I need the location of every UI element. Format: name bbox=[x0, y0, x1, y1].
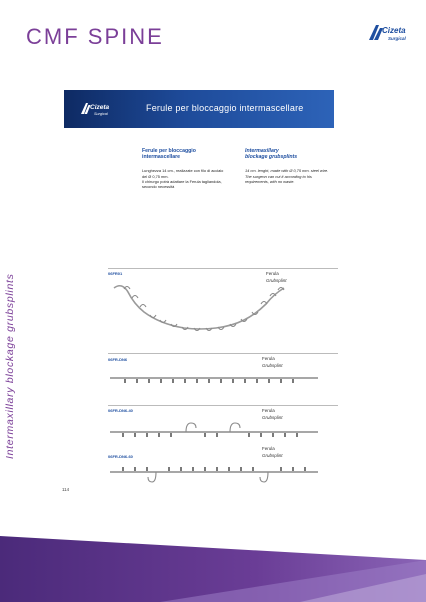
catalog-page bbox=[64, 90, 334, 515]
grubsplint-curved-image bbox=[108, 280, 298, 340]
brand-logo bbox=[366, 20, 412, 50]
page-number: 114 bbox=[62, 487, 70, 492]
grubsplint-long-hooks-image bbox=[108, 462, 320, 488]
decorative-footer-band bbox=[0, 530, 426, 602]
grubsplint-straight-image bbox=[108, 372, 320, 386]
banner-logo bbox=[80, 98, 114, 120]
product-code: 06FR01 bbox=[108, 271, 123, 276]
product-code: 06FR-DN6 bbox=[108, 357, 128, 362]
product-name-english: Grubsplint bbox=[262, 453, 283, 458]
product-name-english: Grubsplint bbox=[266, 278, 287, 283]
banner-logo-name: Cizeta bbox=[90, 104, 110, 111]
banner-logo-tagline: Surgical bbox=[94, 112, 108, 116]
english-body: 14 cm. lenght, made with Ø 0,75 mm. steel wire. The surgeon can cut it according to his requirements, with no waste. bbox=[245, 168, 329, 184]
brand-tagline: Surgical bbox=[388, 36, 406, 41]
product-code: 06FR-DN6-60 bbox=[108, 454, 133, 459]
page-title: CMF SPINE bbox=[26, 24, 164, 49]
product-divider bbox=[108, 268, 338, 269]
product-divider bbox=[108, 353, 338, 354]
product-name-italian: Ferula bbox=[262, 408, 275, 413]
catalog-banner bbox=[64, 90, 334, 128]
italian-body: Lunghezza 14 cm., realizzate con filo di acciaio del Ø 0,75 mm. Il chirurgo potrà adattare la Ferula tagliandola, secondo necessità bbox=[142, 168, 224, 190]
grubsplint-hooks-image bbox=[108, 420, 320, 442]
product-name-italian: Ferula bbox=[262, 356, 275, 361]
brand-name: Cizeta bbox=[382, 26, 406, 35]
description-english bbox=[245, 148, 337, 184]
product-name-italian: Ferula bbox=[266, 271, 279, 276]
product-name-english: Grubsplint bbox=[262, 415, 283, 420]
description-italian bbox=[142, 148, 234, 189]
product-code: 06FR-DN6-40 bbox=[108, 408, 133, 413]
banner-title: Ferule per bloccaggio intermascellare bbox=[146, 103, 304, 113]
italian-title: Ferule per bloccaggio intermascellare bbox=[142, 148, 196, 161]
side-section-label: Intermaxillary blockage grubsplints bbox=[4, 273, 16, 459]
product-name-italian: Ferula bbox=[262, 446, 275, 451]
product-name-english: Grubsplint bbox=[262, 363, 283, 368]
english-title: Intermaxillary blockage grubsplints bbox=[245, 148, 298, 161]
product-divider bbox=[108, 405, 338, 406]
